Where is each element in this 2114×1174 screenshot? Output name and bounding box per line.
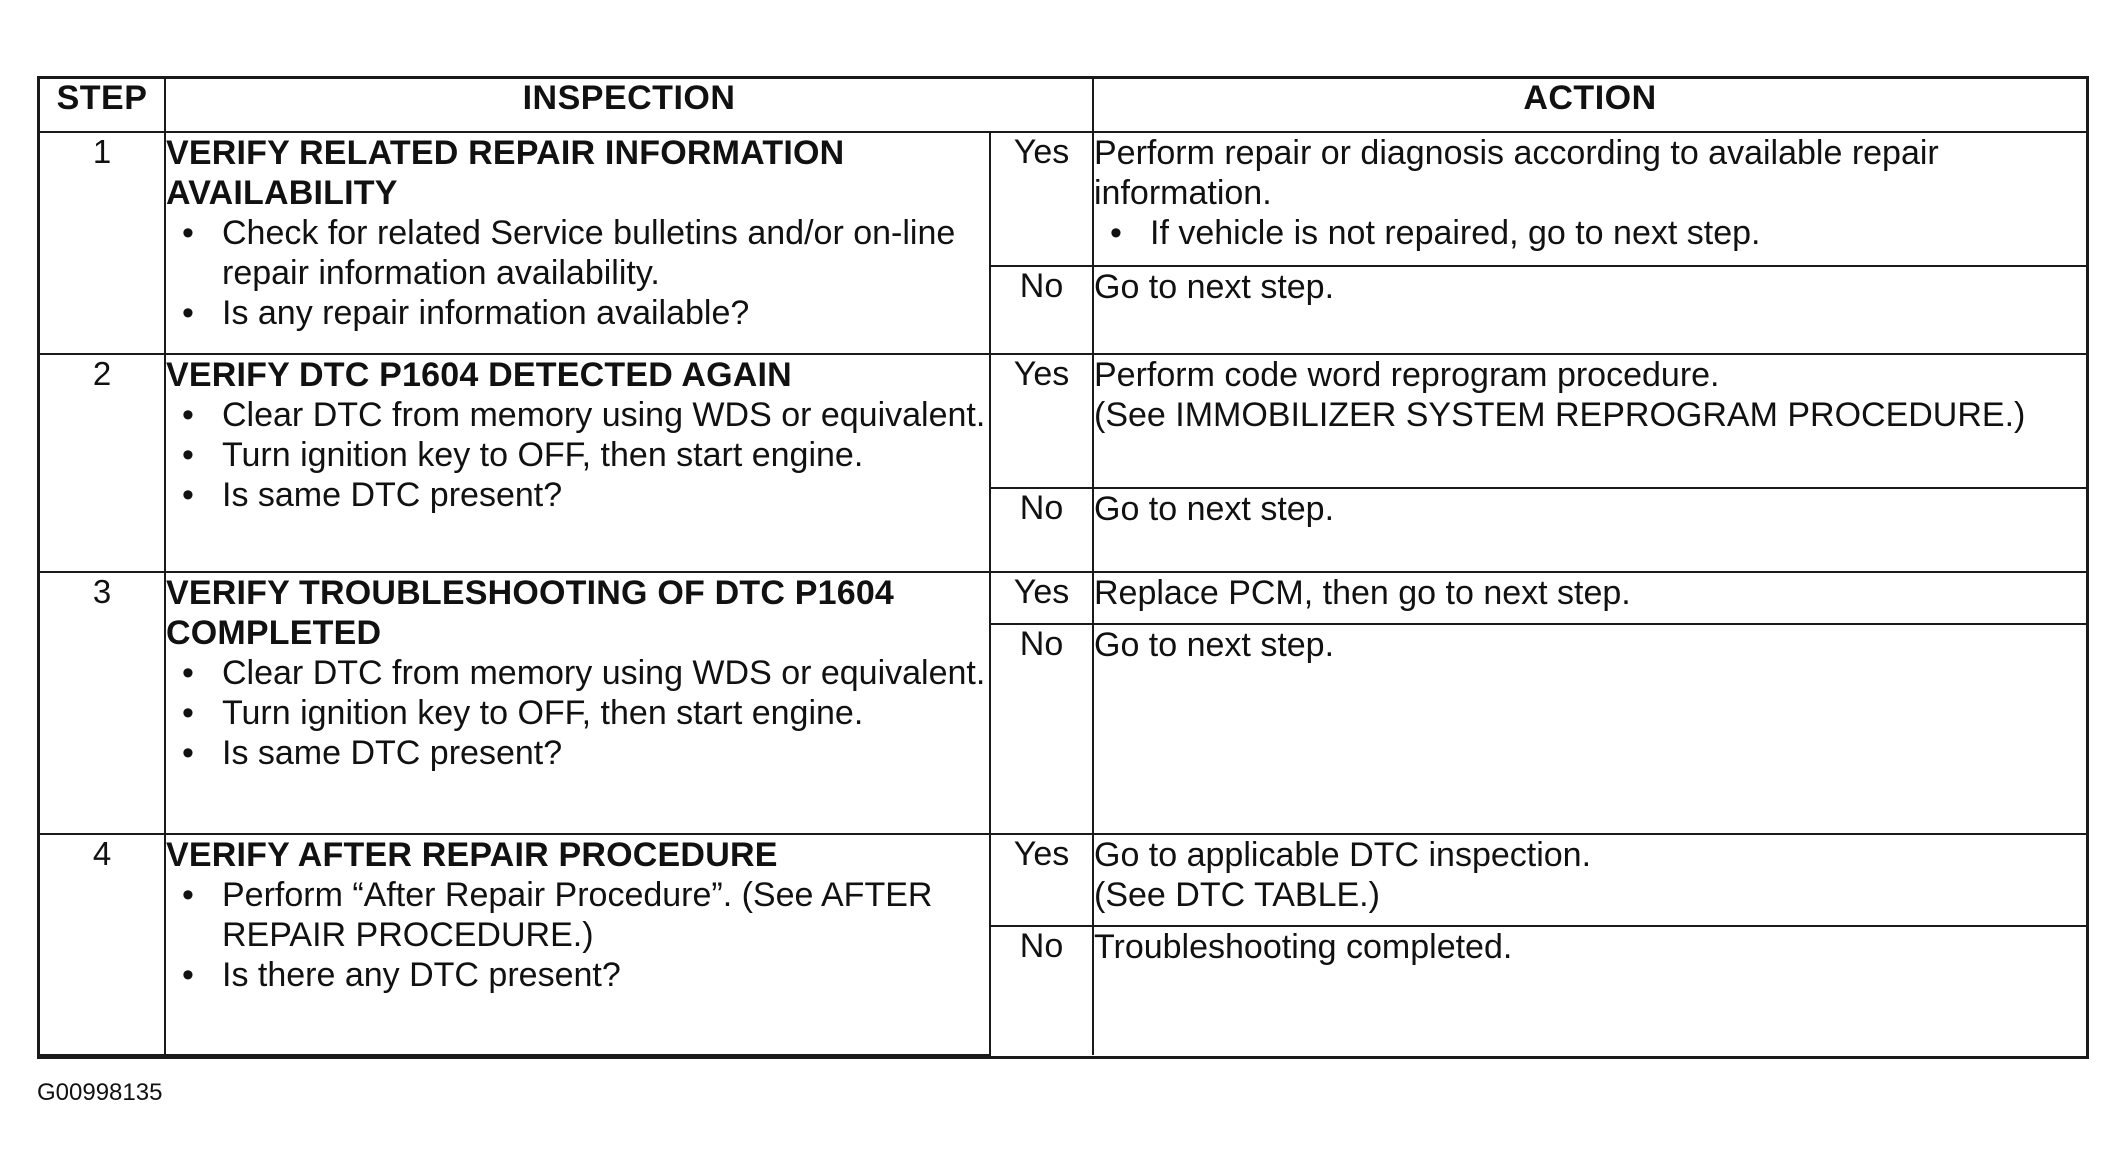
header-inspection: INSPECTION — [165, 79, 1093, 132]
no-label: No — [990, 624, 1093, 834]
no-label: No — [990, 926, 1093, 1055]
header-action: ACTION — [1093, 79, 2086, 132]
inspection-bullet: • Clear DTC from memory using WDS or equivalent. — [222, 653, 989, 693]
no-label: No — [990, 266, 1093, 354]
table-row — [40, 132, 2086, 266]
action-text: Perform repair or diagnosis according to available repair information. — [1094, 134, 1939, 212]
inspection-title: VERIFY RELATED REPAIR INFORMATION AVAILABILITY — [166, 134, 845, 212]
action-no-cell — [1093, 266, 2086, 354]
inspection-bullet: • Check for related Service bulletins and/or on-line repair information availability. — [222, 213, 989, 293]
action-text: Go to next step. — [1094, 626, 1335, 664]
action-text: (See IMMOBILIZER SYSTEM REPROGRAM PROCEDURE.) — [1094, 396, 2026, 434]
inspection-bullets — [166, 213, 989, 333]
inspection-bullet: • Is same DTC present? — [222, 733, 989, 773]
table-row — [40, 834, 2086, 926]
header-row — [40, 79, 2086, 132]
inspection-cell — [165, 572, 990, 834]
action-no-cell — [1093, 926, 2086, 1055]
step-number: 3 — [40, 572, 165, 834]
inspection-title: VERIFY AFTER REPAIR PROCEDURE — [166, 836, 778, 874]
inspection-title: VERIFY TROUBLESHOOTING OF DTC P1604 COMPLETED — [166, 574, 895, 652]
inspection-table — [40, 79, 2086, 1056]
inspection-bullet: • Is there any DTC present? — [222, 955, 989, 995]
inspection-title: VERIFY DTC P1604 DETECTED AGAIN — [166, 356, 792, 394]
dtc-inspection-table — [37, 76, 2089, 1059]
yes-label: Yes — [990, 132, 1093, 266]
action-yes-cell — [1093, 834, 2086, 926]
inspection-bullets — [166, 653, 989, 773]
inspection-cell — [165, 834, 990, 1055]
action-bullet: • If vehicle is not repaired, go to next step. — [1150, 213, 2086, 253]
action-bullets — [1094, 213, 2086, 253]
action-text: Go to applicable DTC inspection. — [1094, 836, 1592, 874]
step-number: 2 — [40, 354, 165, 572]
action-no-cell — [1093, 624, 2086, 834]
table-row — [40, 354, 2086, 488]
inspection-bullet: • Is same DTC present? — [222, 475, 989, 515]
no-label: No — [990, 488, 1093, 572]
inspection-bullet: • Turn ignition key to OFF, then start engine. — [222, 693, 989, 733]
inspection-bullets — [166, 875, 989, 995]
inspection-cell — [165, 132, 990, 354]
action-no-cell — [1093, 488, 2086, 572]
step-number: 1 — [40, 132, 165, 354]
action-yes-cell — [1093, 354, 2086, 488]
inspection-bullet: • Turn ignition key to OFF, then start engine. — [222, 435, 989, 475]
yes-label: Yes — [990, 354, 1093, 488]
figure-id: G00998135 — [37, 1079, 163, 1106]
table-row — [40, 572, 2086, 624]
action-text: Perform code word reprogram procedure. — [1094, 356, 1720, 394]
inspection-bullet: • Is any repair information available? — [222, 293, 989, 333]
step-number: 4 — [40, 834, 165, 1055]
action-yes-cell — [1093, 132, 2086, 266]
yes-label: Yes — [990, 572, 1093, 624]
action-text: Troubleshooting completed. — [1094, 928, 1513, 966]
action-text: Go to next step. — [1094, 490, 1335, 528]
inspection-cell — [165, 354, 990, 572]
yes-label: Yes — [990, 834, 1093, 926]
action-text: Replace PCM, then go to next step. — [1094, 574, 1631, 612]
inspection-bullet: • Perform “After Repair Procedure”. (See AFTER REPAIR PROCEDURE.) — [222, 875, 989, 955]
action-text: (See DTC TABLE.) — [1094, 876, 1380, 914]
header-step: STEP — [40, 79, 165, 132]
action-text: Go to next step. — [1094, 268, 1335, 306]
inspection-bullet: • Clear DTC from memory using WDS or equivalent. — [222, 395, 989, 435]
action-yes-cell — [1093, 572, 2086, 624]
inspection-bullets — [166, 395, 989, 515]
